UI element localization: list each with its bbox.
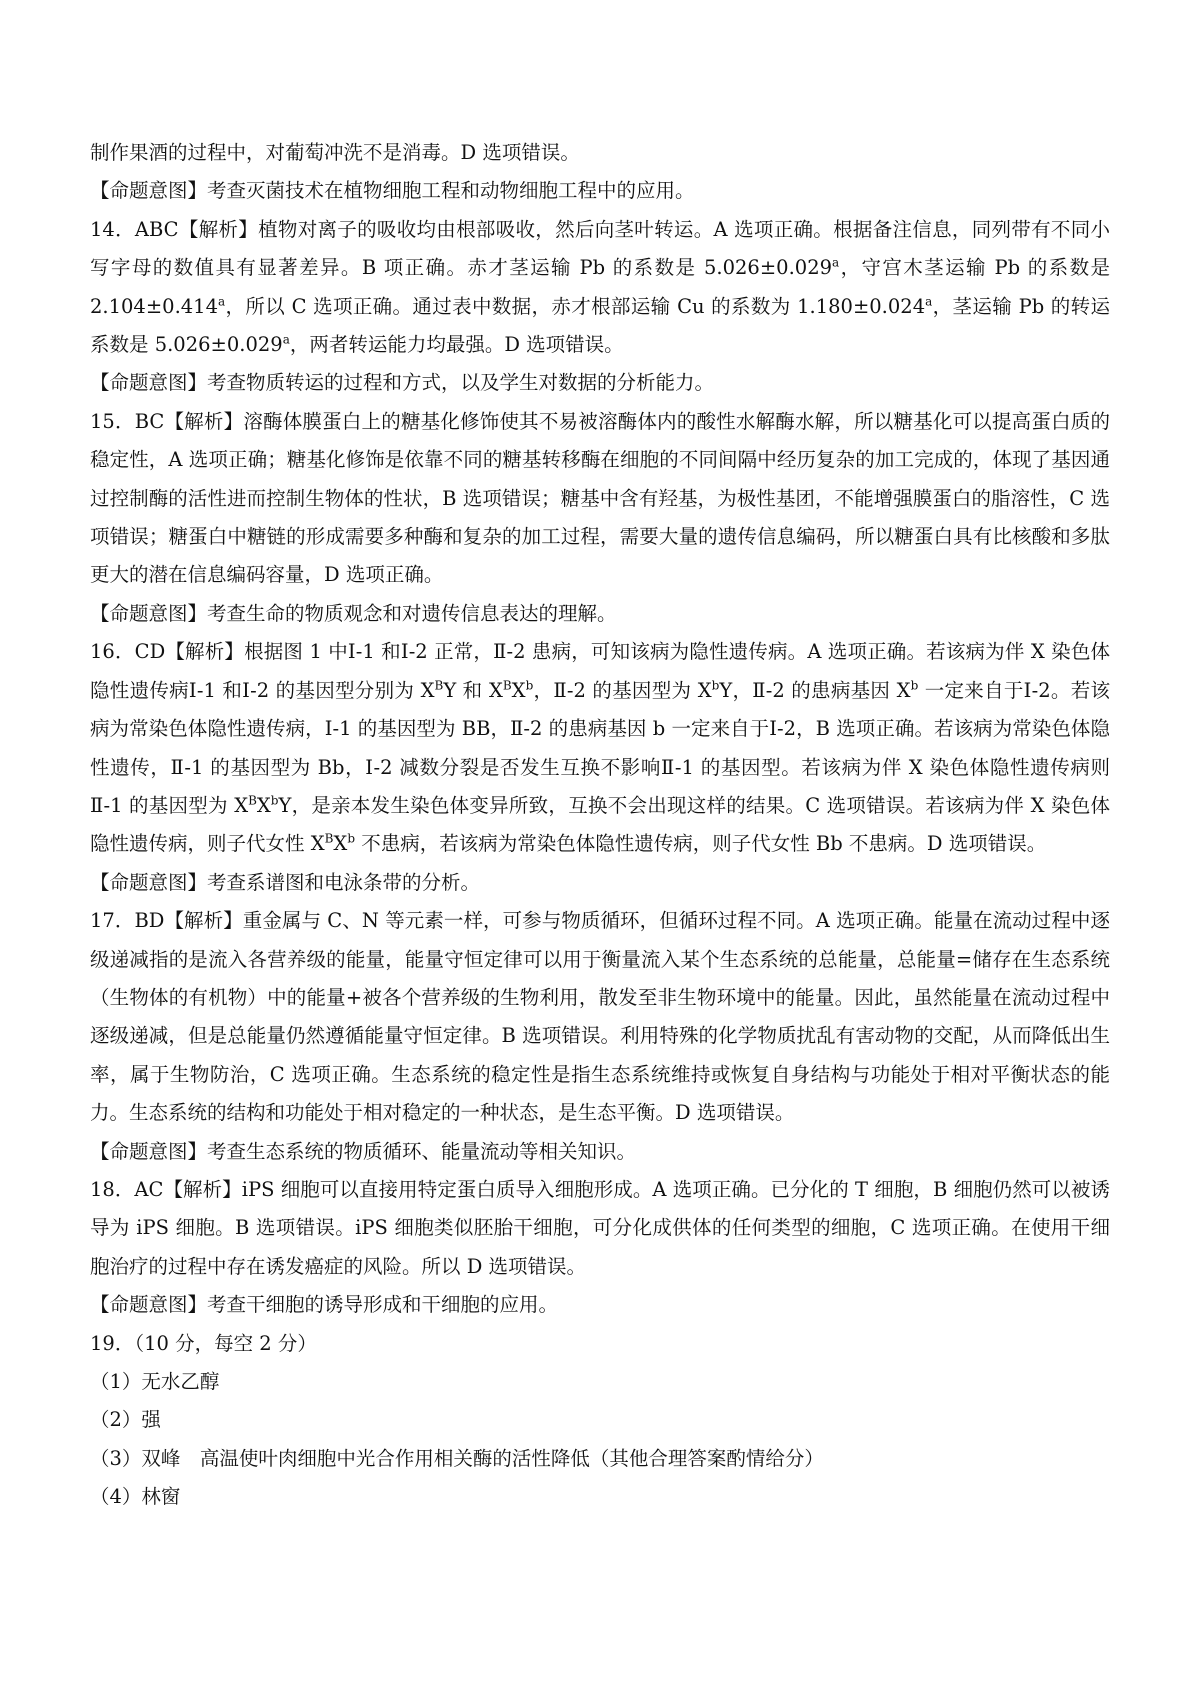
superscript: a	[282, 332, 290, 347]
question-19-header: 19．（10 分，每空 2 分）	[90, 1331, 317, 1355]
intent-13: 【命题意图】考查灭菌技术在植物细胞工程和动物细胞工程中的应用。	[90, 179, 695, 203]
superscript: a	[925, 294, 933, 309]
superscript: b	[270, 793, 279, 808]
superscript: B	[324, 831, 334, 846]
answer-19-2: （2）强	[90, 1408, 161, 1432]
superscript: a	[832, 255, 840, 270]
paragraph-13-continued: 制作果酒的过程中，对葡萄冲洗不是消毒。D 选项错误。	[90, 141, 580, 164]
superscript: B	[248, 793, 257, 808]
superscript: b	[910, 678, 919, 693]
answer-14: 14．ABC【解析】植物对离子的吸收均由根部吸收，然后向茎叶转运。A 选项正确。根据备注信息，同列带有不同小写字母的数值具有显著差异。B 项正确。赤才茎运输 Pb 的系数是 5.026±0.029$^a$，守宫木茎运输 Pb 的系数是 2.104±0.414$^a$，所以 C 选项正确。通过表中数据，赤才根部运输 Cu 的系数为 1.180±0.024$^a$，茎运输 Pb 的转运系数是 5.026±0.029$^a$，两者转运能力均最强。D 选项错误。	[90, 217, 1110, 357]
superscript: b	[711, 678, 720, 693]
intent-18: 【命题意图】考查干细胞的诱导形成和干细胞的应用。	[90, 1293, 559, 1317]
intent-16: 【命题意图】考查系谱图和电泳条带的分析。	[90, 870, 481, 894]
answer-19-4: （4）林窗	[90, 1485, 181, 1509]
superscript: a	[218, 294, 226, 309]
superscript: B	[434, 678, 444, 693]
intent-17: 【命题意图】考查生态系统的物质循环、能量流动等相关知识。	[90, 1139, 637, 1163]
answer-18: 18．AC【解析】iPS 细胞可以直接用特定蛋白质导入细胞形成。A 选项正确。已分化的 T 细胞，B 细胞仍然可以被诱导为 iPS 细胞。B 选项错误。iPS 细胞类似胚胎干细胞，可分化成供体的任何类型的细胞，C 选项正确。在使用干细胞治疗的过程中存在诱发癌症的风险。所以 D 选项错误。	[90, 1177, 1110, 1278]
intent-14: 【命题意图】考查物质转运的过程和方式，以及学生对数据的分析能力。	[90, 371, 715, 395]
answer-17: 17．BD【解析】重金属与 C、N 等元素一样，可参与物质循环，但循环过程不同。A 选项正确。能量在流动过程中逐级递减指的是流入各营养级的能量，能量守恒定律可以用于衡量流入某个生态系统的总能量，总能量=储存在生态系统（生物体的有机物）中的能量+被各个营养级的生物利用，散发至非生物环境中的能量。因此，虽然能量在流动过程中逐级递减，但是总能量仍然遵循能量守恒定律。B 选项错误。利用特殊的化学物质扰乱有害动物的交配，从而降低出生率，属于生物防治，C 选项正确。生态系统的稳定性是指生态系统维持或恢复自身结构与功能处于相对平衡状态的能力。生态系统的结构和功能处于相对稳定的一种状态，是生态平衡。D 选项错误。	[90, 909, 1110, 1125]
answer-19-1: （1）无水乙醇	[90, 1370, 220, 1393]
answer-19-3: （3）双峰 高温使叶肉细胞中光合作用相关酶的活性降低（其他合理答案酌情给分）	[90, 1446, 824, 1470]
answer-16: 16．CD【解析】根据图 1 中Ⅰ-1 和Ⅰ-2 正常，Ⅱ-2 患病，可知该病为隐性遗传病。A 选项正确。若该病为伴 X 染色体隐性遗传病Ⅰ-1 和Ⅰ-2 的基因型分别为 $X^BY$ 和 $X^BX^b$，Ⅱ-2 的基因型为 $X^bY$，Ⅱ-2 的患病基因 $X^b$ 一定来自于Ⅰ-2。若该病为常染色体隐性遗传病，Ⅰ-1 的基因型为 BB，Ⅱ-2 的患病基因 b 一定来自于Ⅰ-2，B 选项正确。若该病为常染色体隐性遗传，Ⅱ-1 的基因型为 Bb，Ⅰ-2 减数分裂是否发生互换不影响Ⅱ-1 的基因型。若该病为伴 X 染色体隐性遗传病则Ⅱ-1 的基因型为 $X^BX^bY$，是亲本发生染色体变异所致，互换不会出现这样的结果。C 选项错误。若该病为伴 X 染色体隐性遗传病，则子代女性 $X^BX^b$ 不患病，若该病为常染色体隐性遗传病，则子代女性 Bb 不患病。D 选项错误。	[90, 640, 1110, 856]
superscript: B	[502, 678, 512, 693]
intent-15: 【命题意图】考查生命的物质观念和对遗传信息表达的理解。	[90, 601, 617, 625]
superscript: b	[347, 831, 355, 846]
answer-15: 15．BC【解析】溶酶体膜蛋白上的糖基化修饰使其不易被溶酶体内的酸性水解酶水解，所以糖基化可以提高蛋白质的稳定性，A 选项正确；糖基化修饰是依靠不同的糖基转移酶在细胞的不同间隔中经历复杂的加工完成的，体现了基因通过控制酶的活性进而控制生物体的性状，B 选项错误；糖基中含有羟基，为极性基团，不能增强膜蛋白的脂溶性，C 选项错误；糖蛋白中糖链的形成需要多种酶和复杂的加工过程，需要大量的遗传信息编码，所以糖蛋白具有比核酸和多肽更大的潜在信息编码容量，D 选项正确。	[90, 409, 1110, 587]
superscript: b	[525, 678, 534, 693]
